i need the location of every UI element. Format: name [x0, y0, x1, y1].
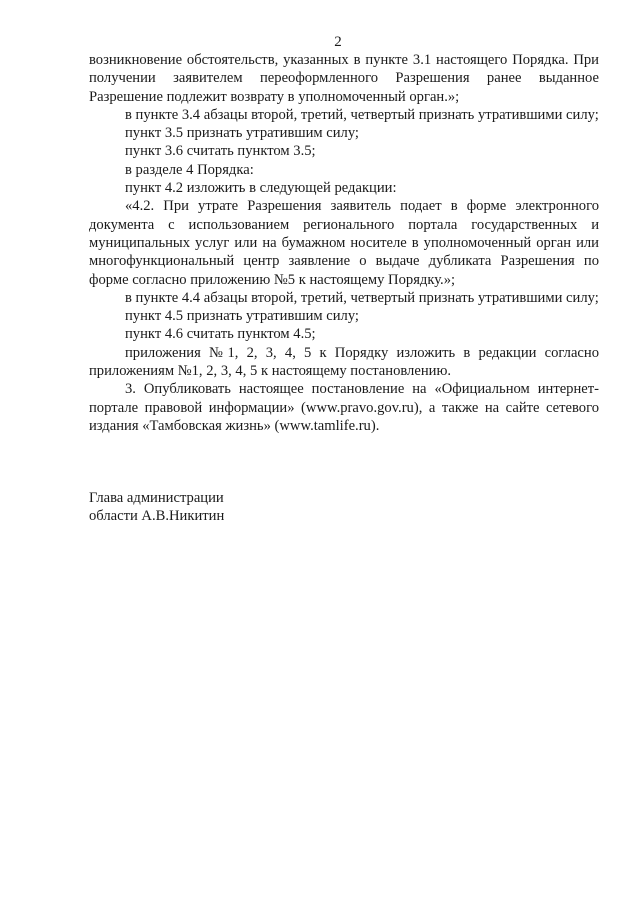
paragraph-clause-4-4: в пункте 4.4 абзацы второй, третий, четвертый признать утратившими силу;	[125, 289, 599, 306]
signature-title: Глава администрации	[89, 490, 224, 506]
paragraph-clause-4-2-text: «4.2. При утрате Разрешения заявитель подает в форме электронного документа с использованием регионального портала государственных и муниципальных услуг или на бумажном носителе в уполномоченный орган или многофункциональный центр заявление о выдаче дубликата Разрешения по форме согласно приложению №5 к настоящему Порядку.»;	[89, 198, 599, 288]
paragraph-clause-4-5: пункт 4.5 признать утратившим силу;	[125, 308, 359, 325]
paragraph-continuation: возникновение обстоятельств, указанных в пункте 3.1 настоящего Порядка. При получении заявителем переоформленного Разрешения ранее выданное Разрешение подлежит возврату в уполномоченный орган.»;	[89, 52, 599, 105]
paragraph-clause-3-6: пункт 3.6 считать пунктом 3.5;	[125, 143, 316, 160]
signature-block	[89, 489, 389, 526]
paragraph-publication: 3. Опубликовать настоящее постановление на «Официальном интернет-портале правовой информации» (www.pravo.gov.ru), а также на сайте сетевого издания «Тамбовская жизнь» (www.tamlife.ru).	[89, 381, 599, 434]
paragraph-clause-4-6: пункт 4.6 считать пунктом 4.5;	[125, 326, 316, 343]
paragraph-appendices: приложения №1, 2, 3, 4, 5 к Порядку изложить в редакции согласно приложениям №1, 2, 3, 4, 5 к настоящему постановлению.	[89, 344, 599, 380]
paragraph-section-4: в разделе 4 Порядка:	[125, 161, 254, 178]
paragraph-clause-3-5: пункт 3.5 признать утратившим силу;	[125, 125, 359, 142]
signature-name: области А.В.Никитин	[89, 508, 225, 525]
paragraph-clause-3-4: в пункте 3.4 абзацы второй, третий, четвертый признать утратившими силу;	[125, 106, 599, 123]
page-number: 2	[334, 34, 342, 50]
document-body	[89, 51, 599, 435]
paragraph-clause-4-2-intro: пункт 4.2 изложить в следующей редакции:	[125, 180, 397, 197]
